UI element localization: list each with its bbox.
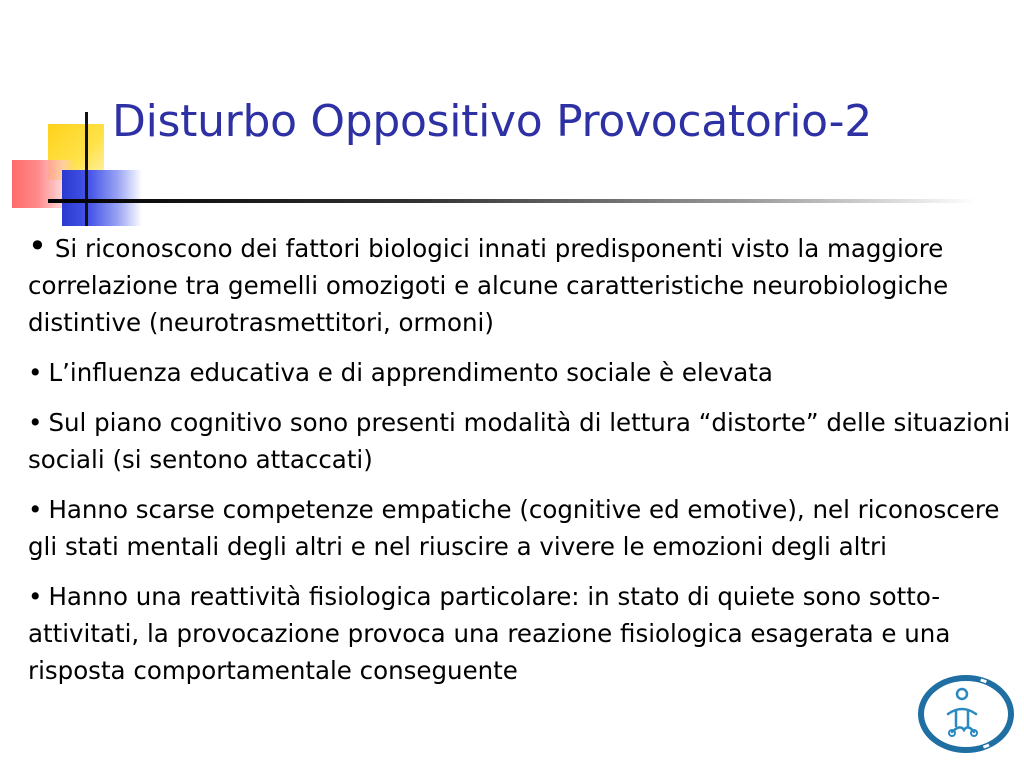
bullet-text: Si riconoscono dei fattori biologici innati predisponenti visto la maggiore correlazione tra gemelli omozigoti e alcune caratteristiche neurobiologiche distintive (neurotrasmettitori, ormoni)	[28, 234, 949, 337]
slide-title: Disturbo Oppositivo Provocatorio-2	[112, 96, 872, 147]
decorative-blue-square	[62, 170, 142, 226]
bullet-text: Hanno scarse competenze empatiche (cognitive ed emotive), nel riconoscere gli stati mentali degli altri e nel riuscire a vivere le emozioni degli altri	[28, 495, 1000, 561]
child-figure-logo-icon	[916, 670, 1016, 756]
bullet-item	[28, 578, 1018, 689]
bullet-dot: •	[28, 358, 43, 387]
bullet-item	[28, 354, 1018, 391]
bullet-dot: •	[28, 495, 43, 524]
bullet-text: Sul piano cognitivo sono presenti modalità di lettura “distorte” delle situazioni sociali (si sentono attaccati)	[28, 408, 1011, 474]
title-underline	[48, 199, 978, 203]
bullet-dot: •	[28, 408, 43, 437]
bullet-text: Hanno una reattività fisiologica particolare: in stato di quiete sono sotto-attivitati, la provocazione provoca una reazione fisiologica esagerata e una risposta comportamentale conseguente	[28, 582, 951, 685]
bullet-dot: •	[28, 227, 47, 265]
bullet-item	[28, 491, 1018, 565]
bullet-item	[28, 227, 1018, 341]
bullet-item	[28, 404, 1018, 478]
bullet-list	[28, 227, 1018, 702]
bullet-dot: •	[28, 582, 43, 611]
decorative-vertical-line	[85, 112, 88, 226]
bullet-text: L’influenza educativa e di apprendimento sociale è elevata	[48, 358, 773, 387]
